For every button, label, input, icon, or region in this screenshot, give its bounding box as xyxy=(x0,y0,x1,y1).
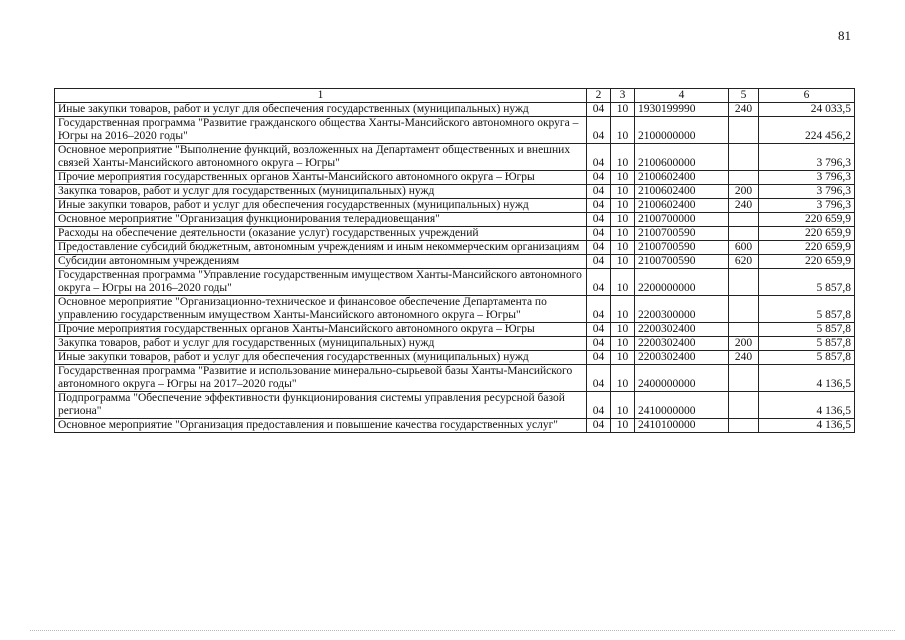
target-article-cell: 2200302400 xyxy=(635,351,729,365)
target-article-cell: 2100602400 xyxy=(635,185,729,199)
section-code-cell: 04 xyxy=(587,103,611,117)
amount-cell: 5 857,8 xyxy=(759,351,855,365)
section-code-cell: 04 xyxy=(587,419,611,433)
table-row xyxy=(55,144,855,171)
section-code-cell: 04 xyxy=(587,351,611,365)
amount-cell: 5 857,8 xyxy=(759,337,855,351)
subsection-code-cell: 10 xyxy=(611,227,635,241)
subsection-code-cell: 10 xyxy=(611,144,635,171)
expense-name-cell: Расходы на обеспечение деятельности (оказание услуг) государственных учреждений xyxy=(55,227,587,241)
table-row xyxy=(55,171,855,185)
expense-name-cell: Государственная программа "Развитие и использование минерально-сырьевой базы Ханты-Мансийского автономного округа – Югры на 2017–2020 годы" xyxy=(55,365,587,392)
subsection-code-cell: 10 xyxy=(611,241,635,255)
target-article-cell: 1930199990 xyxy=(635,103,729,117)
target-article-cell: 2100700590 xyxy=(635,255,729,269)
subsection-code-cell: 10 xyxy=(611,213,635,227)
section-code-cell: 04 xyxy=(587,337,611,351)
expense-name-cell: Иные закупки товаров, работ и услуг для обеспечения государственных (муниципальных) нужд xyxy=(55,351,587,365)
budget-table xyxy=(54,88,855,433)
column-header: 3 xyxy=(611,89,635,103)
subsection-code-cell: 10 xyxy=(611,392,635,419)
subsection-code-cell: 10 xyxy=(611,337,635,351)
target-article-cell: 2200300000 xyxy=(635,296,729,323)
target-article-cell: 2200000000 xyxy=(635,269,729,296)
expense-name-cell: Основное мероприятие "Выполнение функций, возложенных на Департамент общественных и внешних связей Ханты-Мансийского автономного округа – Югры" xyxy=(55,144,587,171)
amount-cell: 4 136,5 xyxy=(759,365,855,392)
target-article-cell: 2100600000 xyxy=(635,144,729,171)
amount-cell: 5 857,8 xyxy=(759,296,855,323)
target-article-cell: 2100700000 xyxy=(635,213,729,227)
table-row xyxy=(55,227,855,241)
table-row xyxy=(55,213,855,227)
expense-type-cell xyxy=(729,269,759,296)
target-article-cell: 2100602400 xyxy=(635,199,729,213)
expense-name-cell: Основное мероприятие "Организация функционирования телерадиовещания" xyxy=(55,213,587,227)
section-code-cell: 04 xyxy=(587,144,611,171)
header-row xyxy=(55,89,855,103)
amount-cell: 220 659,9 xyxy=(759,241,855,255)
expense-type-cell: 240 xyxy=(729,199,759,213)
target-article-cell: 2200302400 xyxy=(635,323,729,337)
section-code-cell: 04 xyxy=(587,171,611,185)
page-number: 81 xyxy=(838,28,851,43)
scan-artifact-line xyxy=(30,630,895,632)
amount-cell: 3 796,3 xyxy=(759,144,855,171)
table-row xyxy=(55,255,855,269)
expense-type-cell xyxy=(729,117,759,144)
amount-cell: 5 857,8 xyxy=(759,323,855,337)
subsection-code-cell: 10 xyxy=(611,117,635,144)
expense-name-cell: Иные закупки товаров, работ и услуг для обеспечения государственных (муниципальных) нужд xyxy=(55,199,587,213)
table-row xyxy=(55,296,855,323)
table-row xyxy=(55,241,855,255)
expense-type-cell xyxy=(729,171,759,185)
expense-type-cell xyxy=(729,213,759,227)
expense-name-cell: Основное мероприятие "Организационно-техническое и финансовое обеспечение Департамента по управлению государственным имуществом Ханты-Мансийского автономного округа – Югры" xyxy=(55,296,587,323)
expense-type-cell xyxy=(729,296,759,323)
expense-type-cell: 200 xyxy=(729,337,759,351)
expense-name-cell: Государственная программа "Управление государственным имуществом Ханты-Мансийского автономного округа – Югры на 2016–2020 годы" xyxy=(55,269,587,296)
expense-type-cell: 240 xyxy=(729,103,759,117)
amount-cell: 3 796,3 xyxy=(759,185,855,199)
section-code-cell: 04 xyxy=(587,296,611,323)
amount-cell: 4 136,5 xyxy=(759,419,855,433)
target-article-cell: 2100700590 xyxy=(635,227,729,241)
section-code-cell: 04 xyxy=(587,185,611,199)
target-article-cell: 2100602400 xyxy=(635,171,729,185)
amount-cell: 220 659,9 xyxy=(759,227,855,241)
subsection-code-cell: 10 xyxy=(611,103,635,117)
column-header: 5 xyxy=(729,89,759,103)
table-row xyxy=(55,117,855,144)
table-row xyxy=(55,269,855,296)
target-article-cell: 2410100000 xyxy=(635,419,729,433)
expense-type-cell xyxy=(729,323,759,337)
section-code-cell: 04 xyxy=(587,227,611,241)
expense-name-cell: Закупка товаров, работ и услуг для государственных (муниципальных) нужд xyxy=(55,337,587,351)
section-code-cell: 04 xyxy=(587,199,611,213)
target-article-cell: 2410000000 xyxy=(635,392,729,419)
expense-type-cell xyxy=(729,392,759,419)
expense-type-cell xyxy=(729,144,759,171)
expense-type-cell xyxy=(729,227,759,241)
table-row xyxy=(55,323,855,337)
table-body xyxy=(55,103,855,433)
column-header: 2 xyxy=(587,89,611,103)
section-code-cell: 04 xyxy=(587,323,611,337)
expense-type-cell: 240 xyxy=(729,351,759,365)
subsection-code-cell: 10 xyxy=(611,185,635,199)
table-row xyxy=(55,392,855,419)
section-code-cell: 04 xyxy=(587,117,611,144)
subsection-code-cell: 10 xyxy=(611,365,635,392)
table-row xyxy=(55,185,855,199)
column-header: 6 xyxy=(759,89,855,103)
subsection-code-cell: 10 xyxy=(611,171,635,185)
subsection-code-cell: 10 xyxy=(611,323,635,337)
expense-name-cell: Государственная программа "Развитие гражданского общества Ханты-Мансийского автономного округа – Югры на 2016–2020 годы" xyxy=(55,117,587,144)
section-code-cell: 04 xyxy=(587,365,611,392)
target-article-cell: 2200302400 xyxy=(635,337,729,351)
subsection-code-cell: 10 xyxy=(611,419,635,433)
target-article-cell: 2100000000 xyxy=(635,117,729,144)
subsection-code-cell: 10 xyxy=(611,296,635,323)
budget-table-container xyxy=(54,88,855,433)
subsection-code-cell: 10 xyxy=(611,199,635,213)
amount-cell: 3 796,3 xyxy=(759,171,855,185)
amount-cell: 224 456,2 xyxy=(759,117,855,144)
expense-name-cell: Основное мероприятие "Организация предоставления и повышение качества государственных услуг" xyxy=(55,419,587,433)
expense-name-cell: Предоставление субсидий бюджетным, автономным учреждениям и иным некоммерческим организациям xyxy=(55,241,587,255)
amount-cell: 5 857,8 xyxy=(759,269,855,296)
expense-name-cell: Субсидии автономным учреждениям xyxy=(55,255,587,269)
table-row xyxy=(55,337,855,351)
section-code-cell: 04 xyxy=(587,255,611,269)
amount-cell: 220 659,9 xyxy=(759,255,855,269)
table-row xyxy=(55,199,855,213)
expense-type-cell xyxy=(729,365,759,392)
expense-name-cell: Подпрограмма "Обеспечение эффективности функционирования системы управления ресурсной базой региона" xyxy=(55,392,587,419)
expense-type-cell: 620 xyxy=(729,255,759,269)
expense-type-cell xyxy=(729,419,759,433)
expense-name-cell: Прочие мероприятия государственных органов Ханты-Мансийского автономного округа – Югры xyxy=(55,171,587,185)
amount-cell: 4 136,5 xyxy=(759,392,855,419)
table-row xyxy=(55,351,855,365)
amount-cell: 220 659,9 xyxy=(759,213,855,227)
column-header: 4 xyxy=(635,89,729,103)
subsection-code-cell: 10 xyxy=(611,269,635,296)
target-article-cell: 2100700590 xyxy=(635,241,729,255)
amount-cell: 24 033,5 xyxy=(759,103,855,117)
section-code-cell: 04 xyxy=(587,213,611,227)
section-code-cell: 04 xyxy=(587,241,611,255)
expense-name-cell: Прочие мероприятия государственных органов Ханты-Мансийского автономного округа – Югры xyxy=(55,323,587,337)
expense-name-cell: Иные закупки товаров, работ и услуг для обеспечения государственных (муниципальных) нужд xyxy=(55,103,587,117)
expense-type-cell: 600 xyxy=(729,241,759,255)
subsection-code-cell: 10 xyxy=(611,351,635,365)
table-row xyxy=(55,103,855,117)
section-code-cell: 04 xyxy=(587,392,611,419)
amount-cell: 3 796,3 xyxy=(759,199,855,213)
table-row xyxy=(55,365,855,392)
subsection-code-cell: 10 xyxy=(611,255,635,269)
section-code-cell: 04 xyxy=(587,269,611,296)
expense-name-cell: Закупка товаров, работ и услуг для государственных (муниципальных) нужд xyxy=(55,185,587,199)
column-header: 1 xyxy=(55,89,587,103)
expense-type-cell: 200 xyxy=(729,185,759,199)
table-row xyxy=(55,419,855,433)
target-article-cell: 2400000000 xyxy=(635,365,729,392)
